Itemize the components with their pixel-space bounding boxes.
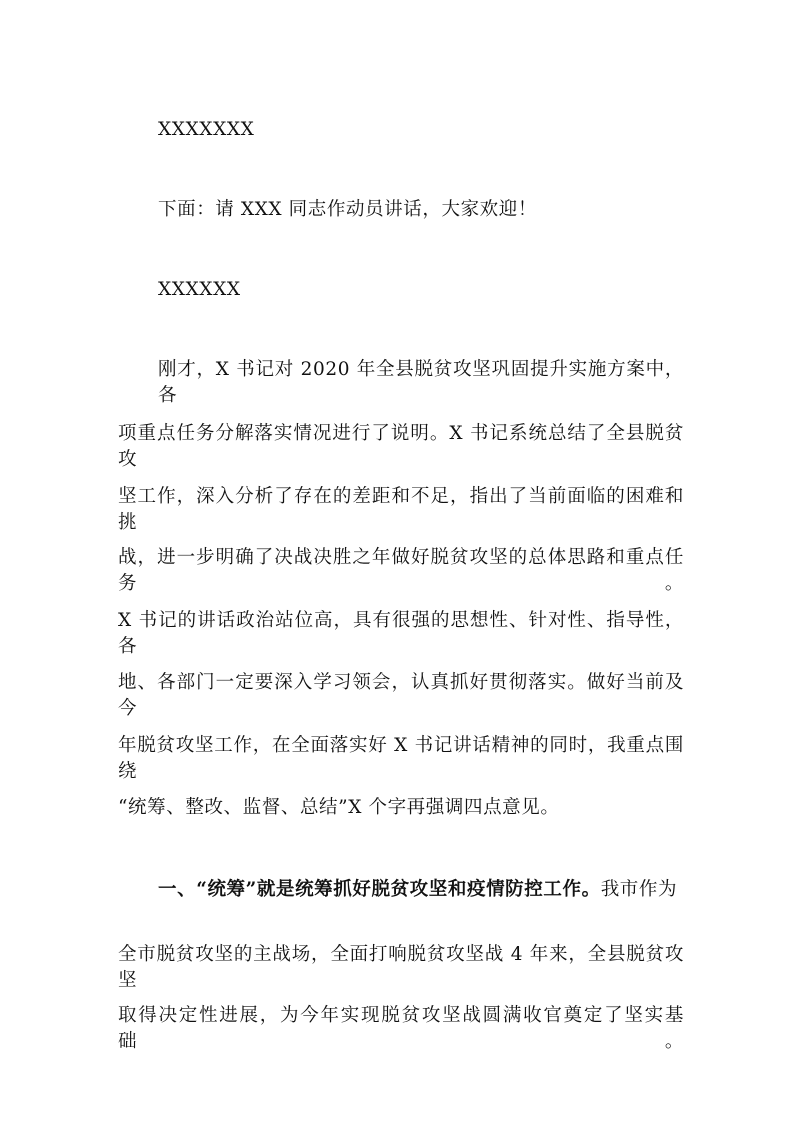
paragraph-line: 全市脱贫攻坚的主战场，全面打响脱贫攻坚战 4 年来，全县脱贫攻坚 [118,944,684,991]
section-heading: 一、“统筹”就是统筹抓好脱贫攻坚和疫情防控工作。 [158,879,601,900]
paragraph-line: 刚才，X 书记对 2020 年全县脱贫攻坚巩固提升实施方案中，各 [158,359,684,406]
paragraph-line: X 书记的讲话政治站位高，具有很强的思想性、针对性、指导性，各 [118,610,684,657]
intro-line: 下面：请 XXX 同志作动员讲话，大家欢迎！ [158,199,537,220]
paragraph-line: 地、各部门一定要深入学习领会，认真抓好贯彻落实。做好当前及今 [118,672,684,719]
paragraph-line: 战，进一步明确了决战决胜之年做好脱贫攻坚的总体思路和重点任务。 [118,547,684,594]
paragraph-line: 年脱贫攻坚工作，在全面落实好 X 书记讲话精神的同时，我重点围绕 [118,735,684,782]
paragraph-line: 项重点任务分解落实情况进行了说明。X 书记系统总结了全县脱贫攻 [118,423,684,470]
paragraph-line: “统筹、整改、监督、总结”X 个字再强调四点意见。 [118,797,560,818]
header-placeholder-2: XXXXXX [158,279,241,300]
section-body-start: 我市作为 [600,879,678,900]
header-placeholder-1: XXXXXXX [158,119,255,140]
paragraph-line: 取得决定性进展，为今年实现脱贫攻坚战圆满收官奠定了坚实基础。 [118,1005,684,1052]
paragraph-line: 坚工作，深入分析了存在的差距和不足，指出了当前面临的困难和挑 [118,486,684,533]
section-heading-line [158,877,684,903]
